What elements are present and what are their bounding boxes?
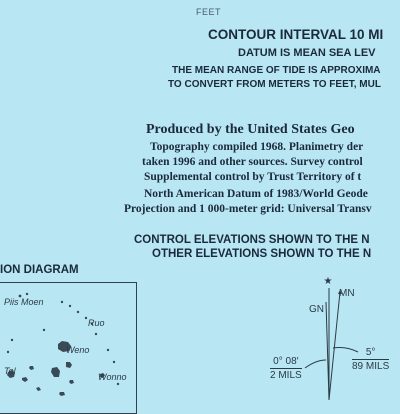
island-small-e [59, 392, 65, 396]
conversion-note-text: TO CONVERT FROM METERS TO FEET, MUL [168, 79, 381, 90]
datum-note: North American Datum of 1983/World Geode [144, 188, 368, 200]
gn-declination-value [270, 356, 302, 381]
place-label-ruo: Ruo [88, 318, 105, 328]
place-label-tol: Tol [4, 366, 16, 376]
mn-angle: 5° [365, 347, 376, 358]
magnetic-north-line [329, 292, 340, 400]
place-label-wonno: Wonno [98, 372, 127, 382]
island-group [7, 341, 105, 396]
location-diagram-title: ION DIAGRAM [0, 264, 79, 276]
gn-angle-arc [305, 360, 326, 368]
producer-credit: Produced by the United States Geo [146, 122, 355, 137]
star-icon: ★ [323, 276, 333, 287]
mn-label: MN [339, 288, 355, 299]
place-label-weno: Weno [66, 345, 90, 355]
contour-interval-text: CONTOUR INTERVAL 10 MI [208, 27, 384, 42]
units-label: FEET [196, 7, 222, 17]
other-elevations-note: OTHER ELEVATIONS SHOWN TO THE N [152, 248, 372, 260]
supplemental-control-note: Supplemental control by Trust Territory of t [144, 171, 362, 183]
place-label-piis-moen: Piis Moen [4, 297, 44, 307]
tide-note-text: THE MEAN RANGE OF TIDE IS APPROXIMA [172, 65, 381, 76]
topography-note: Topography compiled 1968. Planimetry der [150, 141, 364, 153]
island-small-c [69, 380, 74, 384]
control-elevations-note: CONTROL ELEVATIONS SHOWN TO THE N [134, 234, 370, 246]
gn-angle: 0° 08′ [273, 356, 299, 367]
island-small-a [29, 366, 34, 370]
projection-note: Projection and 1 000-meter grid: Universal Transv [124, 203, 372, 215]
island-small-f [36, 387, 41, 391]
mn-declination-value [352, 347, 389, 372]
island-fefan [51, 367, 60, 377]
mn-mils: 89 MILS [352, 361, 390, 372]
survey-control-note: taken 1996 and other sources. Survey control [142, 156, 363, 168]
island-small-b [22, 377, 28, 382]
gn-mils: 2 MILS [270, 370, 302, 381]
island-dublon [66, 362, 72, 368]
gn-label: GN [309, 304, 324, 315]
datum-text: DATUM IS MEAN SEA LEV [238, 47, 376, 59]
